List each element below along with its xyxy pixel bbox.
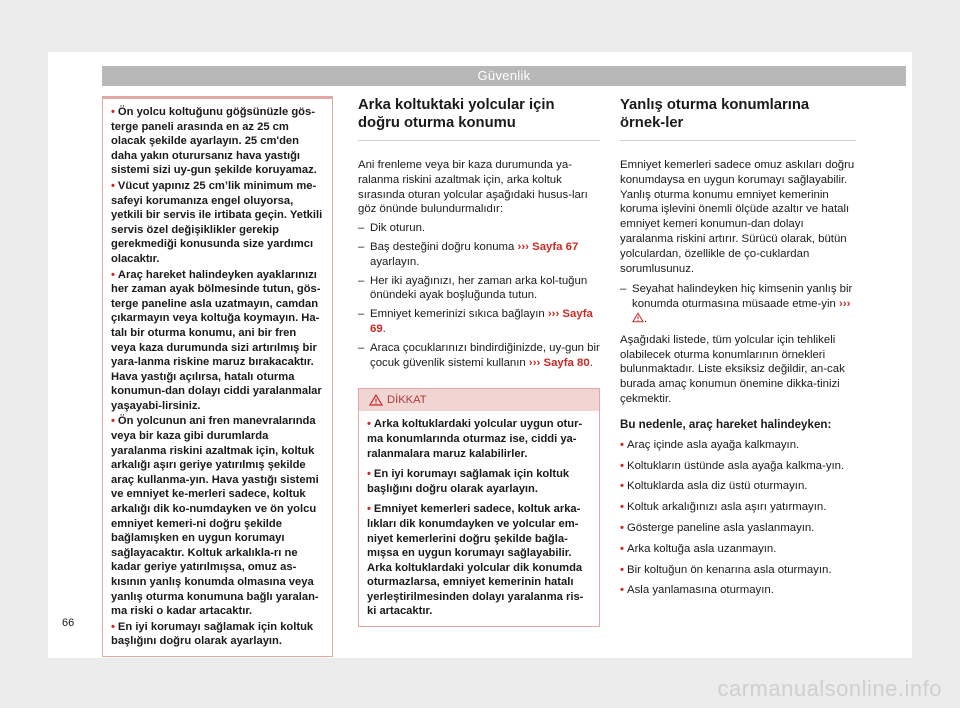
list-item: – Seyahat halindeyken hiç kimsenin yanlış bir konumda oturmasına müsaade etme-yin ››› . [620, 283, 853, 325]
warning-bullet: • Araç hareket halindeyken ayaklarınızı her zaman ayak bölmesinde tutun, gös-terge paneline asla uzatmayın, camdan çıkarmayın veya koltuğa koymayın. Ha-talı bir oturma konumu, ani bir fren veya kaza durumunda sizi artırılmış bir yara-lanma riskine maruz bırakacaktır. Hava yastığı açılırsa, hatalı oturma konumun-dan dolayı ciddi yaralanmalar yaşayabi-lirsiniz. [111, 268, 322, 412]
warning-body [359, 411, 599, 626]
bullet-dot-icon: • [111, 106, 115, 118]
bullet-dot-icon: • [111, 268, 115, 281]
warning-box [358, 388, 600, 627]
list-item: – Baş desteğini doğru konuma ››› Sayfa 67 ayarlayın. [358, 240, 579, 268]
warning-bullet: • Ön yolcunun ani fren manevralarında veya bir kaza gibi durumlarda yaralanma riskini azaltmak için, koltuk arkalığı aşırı geriye yatırılmış şekilde araç kullanma-yın. Hava yastığı sistemi ve emniyet ke-merleri sadece, koltuk arkalığı dik ko-numdayken ve ön yolcu emniyet kemeri-ni doğru şekilde bağlamışken en uygun korumayı sağlayacaktır. Koltuk arkalıkla-rı ne kadar geriye yatırılmışsa, omuz as-kısının yanlış konumda olmasına veya yanlış oturma konumuna bağlı yaralan-ma riski o kadar artacaktır. [111, 415, 319, 618]
warning-header [359, 389, 599, 411]
bullet-dot-icon: • [111, 620, 115, 633]
subheading: Bu nedenle, araç hareket halindeyken: [620, 417, 832, 431]
warning-bullet: • En iyi korumayı sağlamak için koltuk başlığını doğru olarak ayarlayın. [111, 620, 314, 648]
right-column [620, 96, 856, 604]
warning-bullet: • En iyi korumayı sağlamak için koltuk başlığını doğru olarak ayarlayın. [367, 468, 570, 495]
list-item: – Emniyet kemerinizi sıkıca bağlayın ››› Sayfa 69. [358, 308, 593, 335]
bullet-dot-icon: • [620, 584, 624, 597]
warning-triangle-icon [369, 394, 383, 406]
bullet-dot-icon: • [620, 521, 624, 534]
list-item: • Arka koltuğa asla uzanmayın. [620, 542, 777, 555]
section-title: Arka koltuktaki yolcular için doğru oturma konumu [358, 96, 600, 141]
list-item: • Asla yanlamasına oturmayın. [620, 584, 774, 597]
list-item: – Dik oturun. [358, 222, 426, 235]
warning-continuation-box [102, 96, 333, 657]
bullet-dot-icon: • [111, 179, 115, 192]
warning-bullet: • Emniyet kemerleri sadece, koltuk arka-lıkları dik konumdayken ve yolcular em-niyet kemerlerini doğru şekilde bağla-mışsa en uygun korumayı sağlayabilir. Arka koltuklardaki yolcular dik konumda oturmazlarsa, emniyet kemerinin hatalı yerleştirilmesinden dolayı yaralanma ris-ki artacaktır. [367, 503, 584, 618]
section-title: Yanlış oturma konumlarına örnek-ler [620, 96, 856, 141]
section-header-bar [102, 66, 906, 86]
warning-label: DİKKAT [387, 394, 427, 407]
bullet-dot-icon: • [620, 480, 624, 493]
bullet-dot-icon: • [367, 468, 371, 481]
section-header-title: Güvenlik [477, 68, 531, 83]
bullet-dot-icon: • [620, 459, 624, 472]
intro-paragraph: Ani frenleme veya bir kaza durumunda ya-ralanma riskini azaltmak için, arka koltuk sırasında oturan yolcular aşağıdaki husus-ları göz önünde bulundurmalıdır: [358, 159, 588, 216]
bullet-dot-icon: • [620, 438, 624, 451]
page-reference-link[interactable]: ››› Sayfa 69 [370, 308, 593, 335]
warning-triangle-icon [632, 312, 644, 323]
intro-paragraph: Emniyet kemerleri sadece omuz askıları doğru konumdaysa en uygun korumayı sağlayabilir. Yanlış oturma konumu emniyet kemerinin koruma işlevini önemli ölçüde azaltır ve hatalı emniyet kemeri konumun-dan dolayı yaralanma riskini artırır. Sürücü olarak, bütün yolculardan, özellikle de ço-cuklardan sorumlusunuz. [620, 159, 855, 275]
list-item: • Koltuk arkalığınızı asla aşırı yatırmayın. [620, 501, 827, 514]
page-number: 66 [62, 617, 75, 629]
left-column [102, 96, 333, 657]
list-item: • Gösterge paneline asla yaslanmayın. [620, 521, 815, 534]
list-item: • Koltukların üstünde asla ayağa kalkma-yın. [620, 459, 845, 472]
warning-bullet: • Arka koltuklardaki yolcular uygun otur-ma konumlarında oturmaz ise, ciddi ya-ralanmalara maruz kalabilirler. [367, 418, 583, 460]
list-item: – Araca çocuklarınızı bindirdiğinizde, uy-gun bir çocuk güvenlik sistemi kullanın ››› Sayfa 80. [358, 341, 600, 369]
page-reference-link[interactable]: ››› Sayfa 67 [517, 240, 579, 253]
warning-bullet: • Ön yolcu koltuğunu göğsünüzle gös-terge paneli arasında en az 25 cm olacak şekilde ayarlayın. 25 cm'den daha yakın oturursanız hava yastığı sistemi sizi uy-gun şekilde koruyamaz. [111, 106, 317, 177]
bullet-dot-icon: • [620, 563, 624, 576]
list-item: • Bir koltuğun ön kenarına asla oturmayın. [620, 563, 832, 576]
warning-bullet: • Vücut yapınız 25 cm’lik minimum me-safeyi korumanıza engel oluyorsa, yetkili bir servis ile irtibata geçin. Yetkili servis özel değişiklikler gerekip gerekmediği konusunda size yardımcı olacaktır. [111, 179, 323, 265]
bullet-dot-icon: • [111, 415, 115, 428]
middle-column [358, 96, 600, 627]
list-item: – Her iki ayağınızı, her zaman arka kol-tuğun önündeki ayak boşluğunda tutun. [358, 274, 588, 302]
bullet-dot-icon: • [620, 501, 624, 514]
bullet-dot-icon: • [367, 418, 371, 431]
bullet-dot-icon: • [620, 542, 624, 555]
manual-page [48, 52, 912, 658]
watermark: carmanualsonline.info [717, 676, 942, 701]
warning-reference-link[interactable]: ››› [839, 298, 851, 311]
page-reference-link[interactable]: ››› Sayfa 80 [528, 356, 590, 369]
paragraph: Aşağıdaki listede, tüm yolcular için tehlikeli olabilecek oturma konumlarının örnekleri bulunmaktadır. Liste eksiksiz değildir, an-cak burada amaç konumun önemine dikka-tinizi çekmektir. [620, 333, 845, 405]
list-item: • Araç içinde asla ayağa kalkmayın. [620, 438, 800, 451]
bullet-dot-icon: • [367, 503, 371, 516]
list-item: • Koltuklarda asla diz üstü oturmayın. [620, 480, 808, 493]
